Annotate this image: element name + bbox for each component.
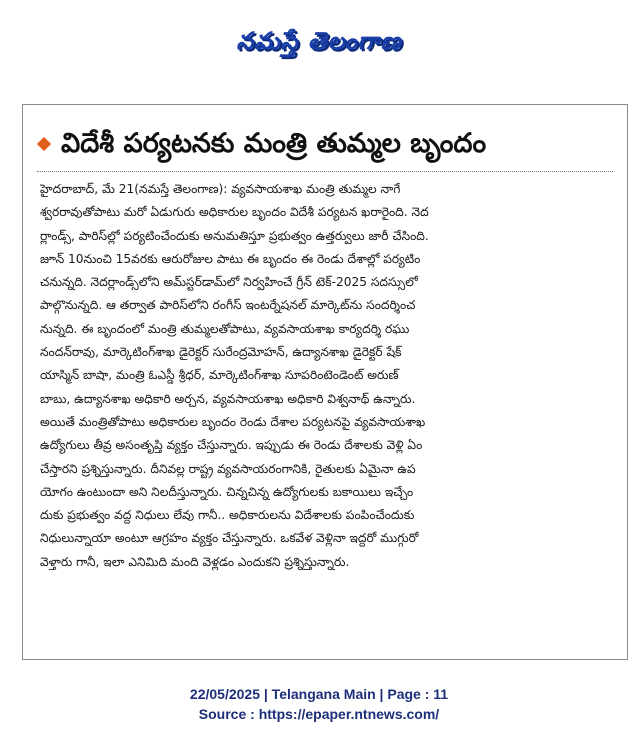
article-body bbox=[40, 178, 620, 574]
body-line: పాల్గొనున్నది. ఆ తర్వాత పారిస్‌లోని రంగీస్ ఇంటర్నేషనల్ మార్కెట్‌ను సందర్శించ bbox=[40, 298, 416, 313]
body-line: నిధులున్నాయా అంటూ ఆగ్రహం వ్యక్తం చేస్తున్నారు. ఒకవేళ వెళ్లినా ఇద్దరో ముగ్గురో bbox=[40, 531, 419, 546]
headline-divider bbox=[37, 171, 613, 172]
masthead-logo: నమస్తే తెలంగాణ bbox=[236, 27, 402, 55]
body-line: శ్వరరావుతోపాటు మరో ఏడుగురు అధికారుల బృందం విదేశీ పర్యటన ఖరారైంది. నెద bbox=[40, 205, 429, 220]
body-line: చనున్నది. నెదర్లాండ్స్‌లోని అమ్‌స్టర్‌డామ్‌లో నిర్వహించే గ్రీన్ టెక్-2025 సదస్సులో bbox=[40, 275, 418, 290]
article-headline: విదేశీ పర్యటనకు మంత్రి తుమ్మల బృందం bbox=[61, 128, 487, 159]
body-line: జూన్ 10నుంచి 15వరకు ఆరురోజుల పాటు ఈ బృందం ఈ రెండు దేశాల్లో పర్యటిం bbox=[40, 251, 421, 266]
body-line: హైదరాబాద్, మే 21(నమస్తే తెలంగాణ): వ్యవసాయశాఖ మంత్రి తుమ్మల నాగే bbox=[40, 182, 401, 196]
body-line: యోగం ఉంటుందా అని నిలదీస్తున్నారు. చిన్నచిన్న ఉద్యోగులకు బకాయిలు ఇచ్చేం bbox=[40, 484, 414, 499]
body-line: అయితే మంత్రితోపాటు అధికారుల బృందం రెండు దేశాల పర్యటనపై వ్యవసాయశాఖ bbox=[40, 414, 426, 429]
body-line: ర్లాండ్స్, పారిస్‌ల్లో పర్యటించేందుకు అనుమతిస్తూ ప్రభుత్వం ఉత్తర్వులు జారీ చేసింది. bbox=[40, 228, 429, 243]
body-line: బాబు, ఉద్యానశాఖ అధికారి అర్చన, వ్యవసాయశాఖ అధికారి విశ్వనాథ్ ఉన్నారు. bbox=[40, 391, 416, 406]
body-line: నందన్‌రావు, మార్కెటింగ్‌శాఖ డైరెక్టర్ సురేంద్రమోహన్, ఉద్యానశాఖ డైరెక్టర్ షేక్ bbox=[40, 345, 402, 360]
body-line: ఉద్యోగులు తీవ్ర అసంతృప్తి వ్యక్తం చేస్తున్నారు. ఇప్పుడు ఈ రెండు దేశాలకు వెళ్లి ఏం bbox=[40, 438, 423, 453]
source-footer bbox=[0, 684, 638, 724]
body-line: నున్నది. ఈ బృందంలో మంత్రి తుమ్మలతోపాటు, వ్యవసాయశాఖ కార్యదర్శి రఘు bbox=[40, 321, 410, 336]
article-clipping bbox=[22, 104, 628, 660]
body-line: వెళ్తారు గానీ, ఇలా ఎనిమిది మంది వెళ్లడం ఎందుకని ప్రశ్నిస్తున్నారు. bbox=[40, 554, 350, 569]
body-line: యాస్మిన్ బాషా, మంత్రి ఓఎస్డీ శ్రీధర్, మార్కెటింగ్‌శాఖ సూపరింటెండెంట్ అరుణ్ bbox=[40, 368, 399, 383]
publication-info: 22/05/2025 | Telangana Main | Page : 11 bbox=[189, 686, 449, 702]
headline-row bbox=[39, 119, 609, 169]
source-url: Source : https://epaper.ntnews.com/ bbox=[198, 706, 440, 722]
body-line: దుకు ప్రభుత్వం వద్ద నిధులు లేవు గానీ.. అధికారులను విదేశాలకు పంపించేందుకు bbox=[40, 508, 415, 523]
diamond-bullet-icon bbox=[37, 137, 51, 151]
body-line: చేస్తారని ప్రశ్నిస్తున్నారు. దీనివల్ల రాష్ట్ర వ్యవసాయరంగానికి, రైతులకు ఏమైనా ఉప bbox=[40, 461, 416, 476]
